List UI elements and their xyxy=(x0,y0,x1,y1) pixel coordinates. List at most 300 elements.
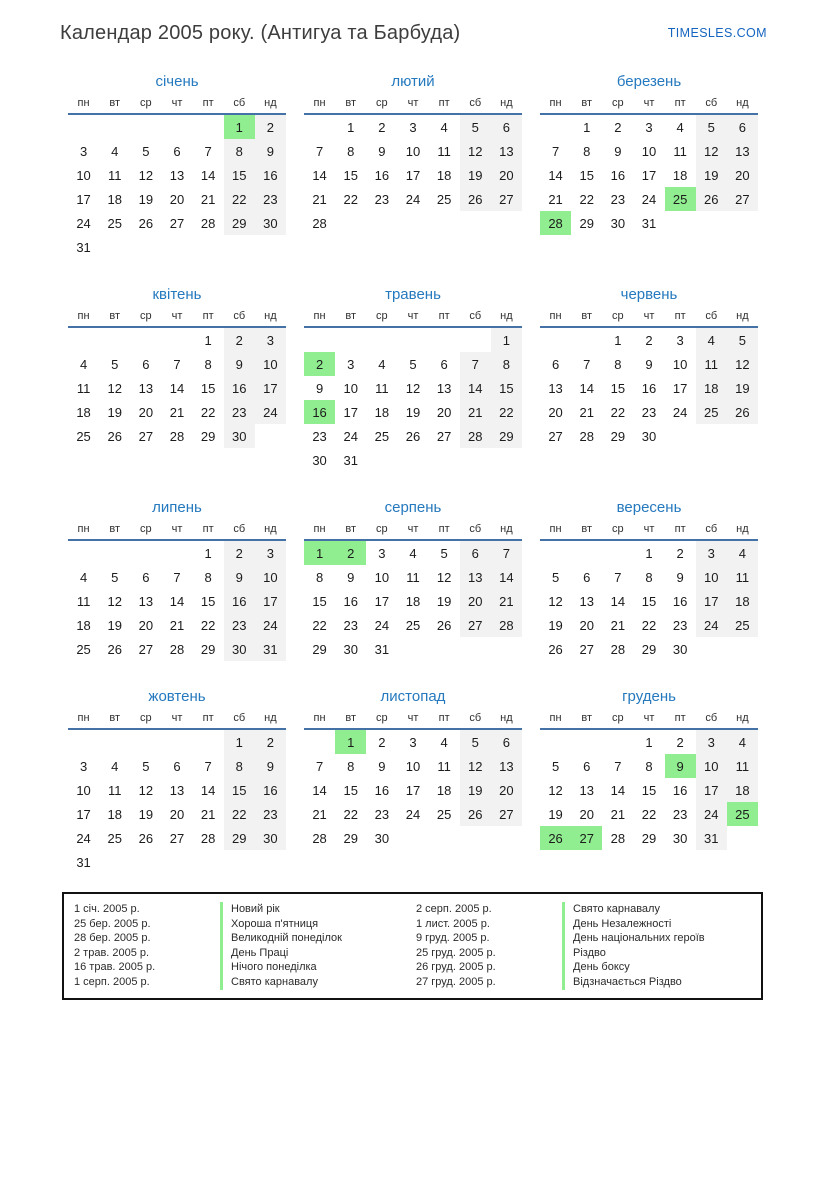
day-cell: 27 xyxy=(169,215,185,231)
weekday-label: сб xyxy=(469,310,482,322)
day-cell: 13 xyxy=(548,380,563,396)
legend-holiday-name: Відзначається Різдво xyxy=(562,975,751,990)
day-cell: 28 xyxy=(312,215,327,231)
day-cell: 8 xyxy=(614,356,622,372)
day-cell: 11 xyxy=(696,352,727,376)
empty-cell xyxy=(304,115,335,139)
weekday-label: чт xyxy=(407,523,419,535)
day-cell: 9 xyxy=(378,143,386,159)
days-grid xyxy=(304,328,522,472)
legend-date: 2 трав. 2005 р. xyxy=(74,946,150,959)
day-cell: 3 xyxy=(409,119,417,135)
day-cell: 19 xyxy=(107,617,122,633)
day-cell: 21 xyxy=(460,400,491,424)
day-cell: 15 xyxy=(641,593,657,609)
day-cell: 16 xyxy=(610,167,626,183)
weekday-label: чт xyxy=(171,523,183,535)
weekday-header-row xyxy=(304,712,522,730)
legend-date: 28 бер. 2005 р. xyxy=(74,932,151,945)
day-cell: 6 xyxy=(727,115,758,139)
day-cell: 19 xyxy=(548,617,563,633)
month-block xyxy=(304,286,522,472)
day-cell: 12 xyxy=(107,593,122,609)
empty-cell xyxy=(193,115,224,139)
empty-cell xyxy=(571,541,602,565)
empty-cell xyxy=(99,541,130,565)
day-cell: 23 xyxy=(610,191,626,207)
day-cell: 6 xyxy=(173,143,181,159)
weekday-label: вт xyxy=(345,310,357,322)
day-cell: 7 xyxy=(614,569,622,585)
day-cell: 14 xyxy=(579,380,594,396)
day-cell: 17 xyxy=(672,380,688,396)
day-cell: 3 xyxy=(409,734,417,750)
day-cell: 23 xyxy=(255,187,286,211)
day-cell: 24 xyxy=(672,404,688,420)
day-cell: 12 xyxy=(436,569,452,585)
day-cell: 9 xyxy=(676,569,684,585)
day-cell: 12 xyxy=(460,139,491,163)
day-cell: 26 xyxy=(548,641,563,657)
day-cell: 27 xyxy=(138,641,154,657)
weekday-label: нд xyxy=(736,712,749,724)
days-grid xyxy=(540,730,758,850)
day-cell: 30 xyxy=(672,830,688,846)
day-cell: 4 xyxy=(727,730,758,754)
day-cell: 12 xyxy=(727,352,758,376)
legend-holiday-name: Новий рік xyxy=(220,902,402,917)
month-title[interactable]: травень xyxy=(385,286,441,303)
day-cell: 6 xyxy=(491,730,522,754)
day-cell: 13 xyxy=(436,380,452,396)
day-cell: 17 xyxy=(76,806,91,822)
holidays-legend xyxy=(62,892,763,1000)
day-cell: 11 xyxy=(727,565,758,589)
day-cell: 28 xyxy=(200,830,216,846)
days-grid xyxy=(304,541,522,661)
day-cell: 23 xyxy=(224,400,255,424)
legend-date: 1 січ. 2005 р. xyxy=(74,903,140,915)
day-cell: 11 xyxy=(76,380,91,396)
empty-cell xyxy=(68,115,99,139)
day-cell: 10 xyxy=(255,352,286,376)
day-cell: 31 xyxy=(76,239,91,255)
day-cell: 31 xyxy=(343,452,358,468)
day-cell: 26 xyxy=(460,187,491,211)
day-cell: 18 xyxy=(405,593,421,609)
legend-date: 16 трав. 2005 р. xyxy=(74,961,156,974)
empty-cell xyxy=(366,328,397,352)
day-cell: 12 xyxy=(107,380,122,396)
day-cell: 22 xyxy=(491,400,522,424)
day-cell: 25 xyxy=(436,191,452,207)
weekday-label: пн xyxy=(549,712,562,724)
month-title[interactable]: листопад xyxy=(380,688,446,705)
day-cell: 6 xyxy=(460,541,491,565)
legend-holiday-name: День боксу xyxy=(562,960,751,975)
day-cell: 25 xyxy=(436,806,452,822)
day-cell: 5 xyxy=(727,328,758,352)
legend-date: 9 груд. 2005 р. xyxy=(416,932,490,945)
day-cell: 10 xyxy=(374,569,390,585)
day-cell: 17 xyxy=(696,778,727,802)
page-header xyxy=(60,22,767,45)
day-cell: 9 xyxy=(614,143,622,159)
day-cell: 24 xyxy=(696,613,727,637)
day-cell: 22 xyxy=(224,802,255,826)
day-cell: 2 xyxy=(645,332,653,348)
empty-cell xyxy=(68,730,99,754)
day-cell: 24 xyxy=(405,806,421,822)
weekday-label: нд xyxy=(264,523,277,535)
day-cell: 26 xyxy=(405,428,421,444)
day-cell: 29 xyxy=(641,830,657,846)
weekday-label: ср xyxy=(612,523,624,535)
day-cell: 4 xyxy=(409,545,417,561)
day-cell: 29 xyxy=(641,641,657,657)
day-cell: 9 xyxy=(255,754,286,778)
empty-cell xyxy=(161,115,192,139)
legend-holiday-name: День Незалежності xyxy=(562,917,751,932)
day-cell: 13 xyxy=(460,565,491,589)
weekday-label: вт xyxy=(581,97,593,109)
empty-cell xyxy=(540,115,571,139)
day-cell: 23 xyxy=(343,617,358,633)
day-cell: 9 xyxy=(224,352,255,376)
empty-cell xyxy=(460,328,491,352)
month-title[interactable]: квітень xyxy=(152,286,202,303)
day-cell: 3 xyxy=(696,730,727,754)
day-cell: 24 xyxy=(76,215,91,231)
legend-holiday-name: Різдво xyxy=(562,946,751,961)
weekday-label: ср xyxy=(140,712,152,724)
weekday-label: пн xyxy=(549,310,562,322)
empty-cell xyxy=(99,730,130,754)
day-cell: 4 xyxy=(676,119,684,135)
day-cell: 16 xyxy=(641,380,657,396)
month-block xyxy=(304,499,522,661)
empty-cell xyxy=(571,730,602,754)
month-title[interactable]: березень xyxy=(616,73,682,90)
weekday-header-row xyxy=(304,523,522,541)
weekday-label: ср xyxy=(612,310,624,322)
month-title[interactable]: грудень xyxy=(622,688,676,705)
day-cell: 27 xyxy=(436,428,452,444)
day-cell: 24 xyxy=(696,802,727,826)
weekday-label: чт xyxy=(643,712,655,724)
day-cell: 13 xyxy=(491,139,522,163)
empty-cell xyxy=(540,328,571,352)
day-cell: 24 xyxy=(405,191,421,207)
day-cell: 25 xyxy=(76,641,91,657)
holiday-day-cell: 26 xyxy=(540,826,571,850)
day-cell: 16 xyxy=(224,376,255,400)
weekday-label: вт xyxy=(581,523,593,535)
day-cell: 2 xyxy=(224,541,255,565)
day-cell: 5 xyxy=(142,758,150,774)
weekday-label: чт xyxy=(643,97,655,109)
day-cell: 28 xyxy=(460,424,491,448)
day-cell: 30 xyxy=(255,211,286,235)
weekday-label: нд xyxy=(736,523,749,535)
day-cell: 8 xyxy=(583,143,591,159)
days-grid xyxy=(68,730,286,874)
holiday-day-cell: 2 xyxy=(335,541,366,565)
weekday-label: пн xyxy=(549,97,562,109)
day-cell: 10 xyxy=(672,356,688,372)
day-cell: 2 xyxy=(378,734,386,750)
day-cell: 26 xyxy=(727,400,758,424)
weekday-label: нд xyxy=(500,712,513,724)
weekday-header-row xyxy=(68,712,286,730)
month-block xyxy=(540,73,758,235)
holiday-day-cell: 1 xyxy=(304,541,335,565)
day-cell: 23 xyxy=(312,428,327,444)
legend-date: 1 серп. 2005 р. xyxy=(74,975,150,988)
day-cell: 26 xyxy=(696,187,727,211)
day-cell: 8 xyxy=(347,143,355,159)
weekday-label: пн xyxy=(313,97,326,109)
weekday-label: нд xyxy=(264,310,277,322)
weekday-label: пт xyxy=(202,310,214,322)
day-cell: 22 xyxy=(312,617,327,633)
legend-entry xyxy=(74,960,402,975)
day-cell: 15 xyxy=(200,593,216,609)
day-cell: 12 xyxy=(405,380,421,396)
month-title[interactable]: липень xyxy=(152,499,202,516)
weekday-label: вт xyxy=(345,97,357,109)
holiday-day-cell: 2 xyxy=(304,352,335,376)
day-cell: 17 xyxy=(641,167,657,183)
day-cell: 15 xyxy=(579,167,594,183)
day-cell: 25 xyxy=(107,830,122,846)
day-cell: 22 xyxy=(200,617,216,633)
day-cell: 20 xyxy=(491,778,522,802)
day-cell: 7 xyxy=(491,541,522,565)
day-cell: 7 xyxy=(315,143,324,159)
weekday-label: нд xyxy=(500,523,513,535)
days-grid xyxy=(68,115,286,259)
weekday-label: чт xyxy=(171,97,183,109)
day-cell: 23 xyxy=(374,806,390,822)
day-cell: 2 xyxy=(614,119,622,135)
day-cell: 17 xyxy=(405,782,421,798)
legend-entry xyxy=(416,946,751,961)
weekday-label: пн xyxy=(313,712,326,724)
empty-cell xyxy=(130,730,161,754)
day-cell: 20 xyxy=(579,617,594,633)
empty-cell xyxy=(68,328,99,352)
month-title[interactable]: лютий xyxy=(391,73,435,90)
day-cell: 19 xyxy=(436,593,452,609)
weekday-label: сб xyxy=(469,523,482,535)
weekday-label: вт xyxy=(581,712,593,724)
month-title[interactable]: серпень xyxy=(384,499,442,516)
weekday-label: пт xyxy=(674,712,686,724)
weekday-label: пн xyxy=(549,523,562,535)
days-grid xyxy=(304,115,522,235)
weekday-label: ср xyxy=(612,712,624,724)
empty-cell xyxy=(304,328,335,352)
day-cell: 17 xyxy=(374,593,390,609)
day-cell: 29 xyxy=(312,641,327,657)
legend-holiday-name: День Праці xyxy=(220,946,402,961)
day-cell: 19 xyxy=(548,806,563,822)
day-cell: 2 xyxy=(255,115,286,139)
day-cell: 14 xyxy=(460,376,491,400)
site-link[interactable]: TIMESLES.COM xyxy=(667,26,767,40)
weekday-label: пт xyxy=(674,97,686,109)
day-cell: 21 xyxy=(548,191,563,207)
day-cell: 11 xyxy=(107,167,122,183)
day-cell: 13 xyxy=(579,782,594,798)
day-cell: 21 xyxy=(610,806,626,822)
legend-date: 27 груд. 2005 р. xyxy=(416,975,496,988)
day-cell: 27 xyxy=(460,613,491,637)
day-cell: 4 xyxy=(79,569,88,585)
day-cell: 19 xyxy=(460,163,491,187)
weekday-label: ср xyxy=(376,310,388,322)
month-title[interactable]: жовтень xyxy=(148,688,206,705)
day-cell: 15 xyxy=(312,593,327,609)
weekday-label: нд xyxy=(736,310,749,322)
month-title[interactable]: червень xyxy=(620,286,678,303)
holiday-day-cell: 9 xyxy=(665,754,696,778)
empty-cell xyxy=(540,730,571,754)
day-cell: 31 xyxy=(76,854,91,870)
day-cell: 3 xyxy=(79,143,88,159)
day-cell: 25 xyxy=(374,428,390,444)
weekday-label: сб xyxy=(233,523,246,535)
weekday-label: ср xyxy=(140,523,152,535)
month-block xyxy=(68,499,286,661)
day-cell: 24 xyxy=(255,400,286,424)
day-cell: 16 xyxy=(255,163,286,187)
weekday-label: сб xyxy=(705,310,718,322)
day-cell: 29 xyxy=(224,211,255,235)
day-cell: 18 xyxy=(76,617,91,633)
month-title[interactable]: січень xyxy=(155,73,199,90)
day-cell: 1 xyxy=(645,734,653,750)
day-cell: 14 xyxy=(312,167,327,183)
day-cell: 17 xyxy=(405,167,421,183)
day-cell: 9 xyxy=(315,380,324,396)
day-cell: 15 xyxy=(224,163,255,187)
day-cell: 10 xyxy=(641,143,657,159)
weekday-label: сб xyxy=(233,97,246,109)
day-cell: 25 xyxy=(76,428,91,444)
weekday-label: пт xyxy=(202,97,214,109)
day-cell: 30 xyxy=(672,641,688,657)
day-cell: 19 xyxy=(460,778,491,802)
day-cell: 4 xyxy=(440,119,448,135)
day-cell: 23 xyxy=(224,613,255,637)
day-cell: 14 xyxy=(200,167,216,183)
empty-cell xyxy=(304,730,335,754)
day-cell: 1 xyxy=(583,119,591,135)
day-cell: 7 xyxy=(614,758,622,774)
day-cell: 23 xyxy=(641,404,657,420)
weekday-label: чт xyxy=(171,712,183,724)
empty-cell xyxy=(540,541,571,565)
day-cell: 26 xyxy=(107,641,122,657)
weekday-label: нд xyxy=(264,712,277,724)
day-cell: 22 xyxy=(579,191,594,207)
day-cell: 21 xyxy=(200,806,216,822)
day-cell: 14 xyxy=(169,380,185,396)
day-cell: 20 xyxy=(169,806,185,822)
day-cell: 22 xyxy=(200,404,216,420)
weekday-label: пн xyxy=(313,523,326,535)
day-cell: 12 xyxy=(460,754,491,778)
day-cell: 20 xyxy=(138,617,154,633)
day-cell: 29 xyxy=(224,826,255,850)
legend-holiday-name: Хороша п'ятниця xyxy=(220,917,402,932)
day-cell: 31 xyxy=(641,215,657,231)
legend-holiday-name: Свято карнавалу xyxy=(220,975,402,990)
legend-entry xyxy=(416,960,751,975)
day-cell: 26 xyxy=(436,617,452,633)
weekday-label: вт xyxy=(345,712,357,724)
day-cell: 21 xyxy=(169,617,185,633)
holiday-day-cell: 25 xyxy=(665,187,696,211)
empty-cell xyxy=(99,115,130,139)
day-cell: 2 xyxy=(378,119,386,135)
legend-date: 2 серп. 2005 р. xyxy=(416,903,492,915)
month-title[interactable]: вересень xyxy=(616,499,682,516)
day-cell: 9 xyxy=(378,758,386,774)
day-cell: 8 xyxy=(224,754,255,778)
day-cell: 26 xyxy=(460,802,491,826)
day-cell: 30 xyxy=(224,424,255,448)
weekday-label: сб xyxy=(233,310,246,322)
day-cell: 15 xyxy=(610,380,626,396)
day-cell: 12 xyxy=(548,593,563,609)
weekday-label: нд xyxy=(500,97,513,109)
day-cell: 14 xyxy=(610,782,626,798)
weekday-label: вт xyxy=(109,712,121,724)
empty-cell xyxy=(193,730,224,754)
day-cell: 6 xyxy=(583,758,591,774)
legend-date: 26 груд. 2005 р. xyxy=(416,961,496,974)
day-cell: 23 xyxy=(672,806,688,822)
day-cell: 23 xyxy=(672,617,688,633)
day-cell: 20 xyxy=(548,404,563,420)
day-cell: 24 xyxy=(641,191,657,207)
day-cell: 19 xyxy=(138,191,154,207)
weekday-label: вт xyxy=(581,310,593,322)
weekday-label: пт xyxy=(674,310,686,322)
day-cell: 9 xyxy=(347,569,355,585)
day-cell: 25 xyxy=(107,215,122,231)
legend-entry xyxy=(416,917,751,932)
day-cell: 17 xyxy=(76,191,91,207)
day-cell: 29 xyxy=(200,641,216,657)
day-cell: 18 xyxy=(374,404,390,420)
day-cell: 4 xyxy=(111,758,119,774)
day-cell: 14 xyxy=(169,593,185,609)
day-cell: 24 xyxy=(255,613,286,637)
empty-cell xyxy=(99,328,130,352)
day-cell: 28 xyxy=(169,641,185,657)
weekday-label: пт xyxy=(438,310,450,322)
day-cell: 6 xyxy=(551,356,560,372)
weekday-label: нд xyxy=(264,97,277,109)
day-cell: 13 xyxy=(727,139,758,163)
weekday-label: вт xyxy=(109,310,121,322)
day-cell: 13 xyxy=(169,782,185,798)
day-cell: 30 xyxy=(343,641,358,657)
